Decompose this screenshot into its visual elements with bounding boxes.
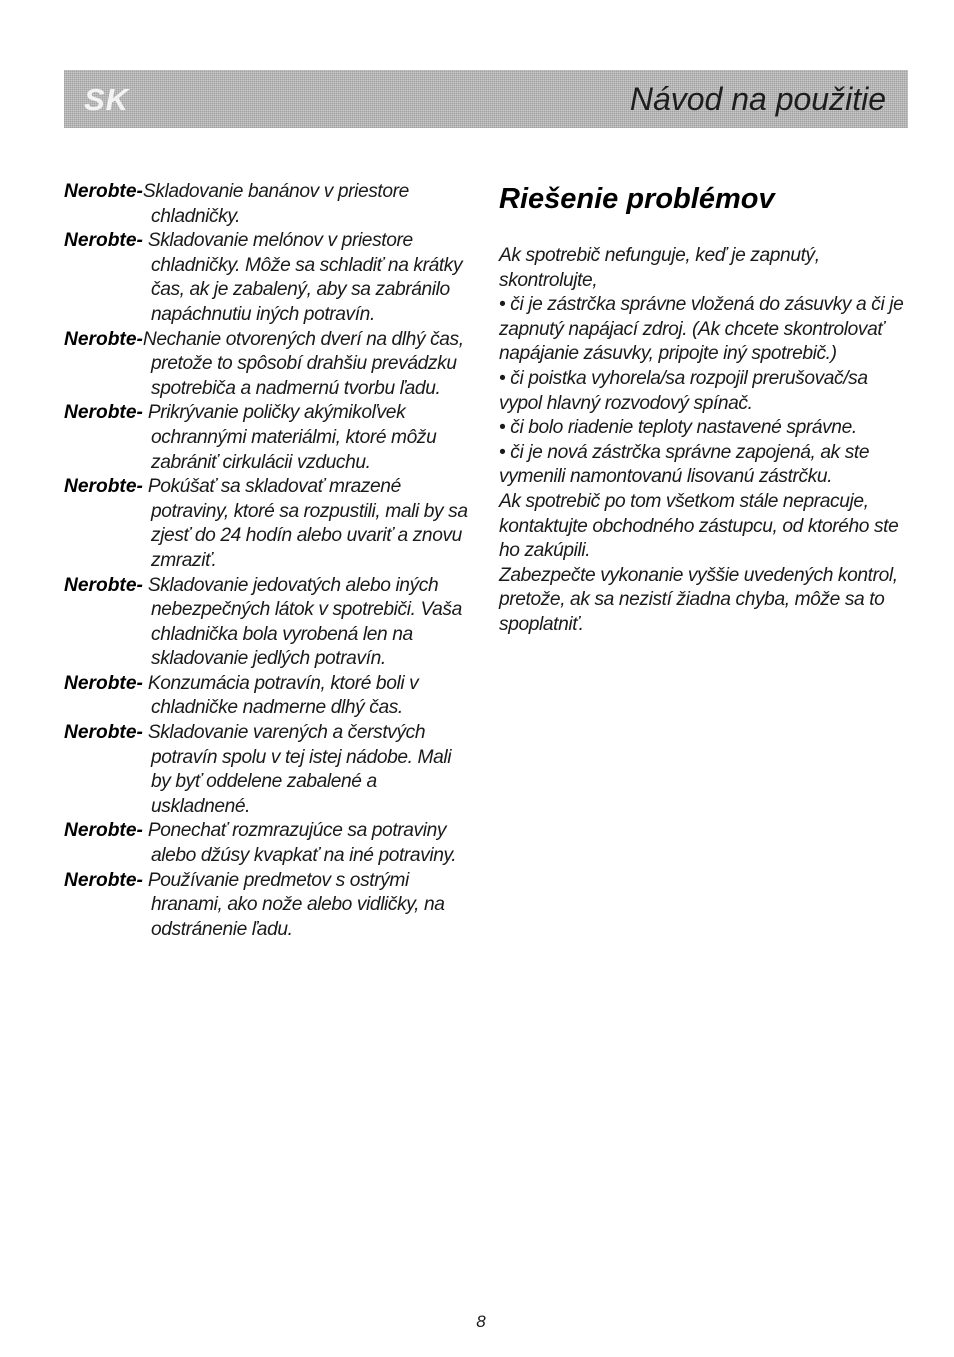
dont-text: Pokúšať sa skladovať mrazené potraviny, ktoré sa rozpustili, mali by sa zjesť do 24 hodín alebo uvariť a znovu zmraziť. (147, 476, 468, 571)
troubleshooting-intro: Ak spotrebič nefunguje, keď je zapnutý, skontrolujte, (499, 245, 820, 291)
dont-item (64, 229, 474, 327)
check-item: • či bolo riadenie teploty nastavené správne. (499, 417, 857, 439)
dont-item (64, 328, 474, 402)
language-code: SK (84, 82, 130, 117)
dont-item (64, 180, 474, 229)
dont-label: Nerobte- (64, 328, 143, 350)
dont-text: Skladovanie jedovatých alebo iných nebezpečných látok v spotrebiči. Vaša chladnička bola vyrobená len na skladovanie jedlých potravín. (147, 574, 462, 670)
dont-item (64, 672, 474, 721)
dont-text: Nechanie otvorených dverí na dlhý čas, pretože to spôsobí drahšiu prevádzku spotrebiča a nadmernú tvorbu ľadu. (142, 328, 464, 399)
troubleshooting-section (499, 180, 913, 638)
check-item: • či je zástrčka správne vložená do zásuvky a či je zapnutý napájací zdroj. (Ak chcete skontrolovať napájanie zásuvky, pripojte iný spotrebič.) (499, 294, 904, 365)
dont-text: Skladovanie melónov v priestore chladničky. Môže sa schladiť na krátky čas, ak je zabalený, aby sa zabránilo napáchnutiu iných potravín. (147, 230, 463, 325)
check-item: • či poistka vyhorela/sa rozpojil prerušovač/sa vypol hlavný rozvodový spínač. (499, 367, 868, 414)
check-item: • či je nová zástrčka správne zapojená, ak ste vymenili namontovanú lisovanú zástrčku. (499, 441, 870, 488)
section-heading: Riešenie problémov (499, 183, 775, 215)
donts-list (64, 180, 474, 942)
dont-text: Skladovanie varených a čerstvých potravín spolu v tej istej nádobe. Mali by byť oddelene zabalené a uskladnené. (147, 722, 452, 817)
charge-notice-paragraph: Zabezpečte vykonanie vyššie uvedených kontrol, pretože, ak sa nezistí žiadna chyba, môže sa to spoplatniť. (499, 564, 898, 635)
dont-label: Nerobte- (64, 869, 143, 891)
dont-label: Nerobte- (64, 672, 143, 694)
dont-label: Nerobte- (64, 181, 143, 202)
manual-title: Návod na použitie (629, 81, 886, 117)
dont-item (64, 401, 474, 475)
dont-text: Konzumácia potravín, ktoré boli v chladničke nadmerne dlhý čas. (147, 672, 419, 719)
dont-item (64, 475, 474, 573)
header-band (64, 70, 908, 128)
dont-item (64, 819, 474, 868)
contact-paragraph: Ak spotrebič po tom všetkom stále nepracuje, kontaktujte obchodného zástupcu, od ktorého ste ho zakúpili. (499, 490, 899, 562)
dont-label: Nerobte- (64, 722, 143, 744)
dont-label: Nerobte- (64, 402, 143, 424)
dont-label: Nerobte- (64, 820, 143, 842)
dont-label: Nerobte- (64, 230, 143, 252)
dont-text: Prikrývanie poličky akýmikoľvek ochrannými materiálmi, ktoré môžu zabrániť cirkulácii vzduchu. (147, 402, 437, 473)
dont-text: Ponechať rozmrazujúce sa potraviny alebo džúsy kvapkať na iné potraviny. (147, 820, 457, 867)
dont-item (64, 574, 474, 672)
dont-item (64, 721, 474, 819)
dont-text: Používanie predmetov s ostrými hranami, ako nože alebo vidličky, na odstránenie ľadu. (147, 869, 445, 940)
dont-label: Nerobte- (64, 476, 143, 498)
dont-label: Nerobte- (64, 574, 143, 596)
page-number: 8 (476, 1312, 486, 1331)
dont-item (64, 869, 474, 943)
dont-text: Skladovanie banánov v priestore chladničky. (142, 181, 409, 227)
